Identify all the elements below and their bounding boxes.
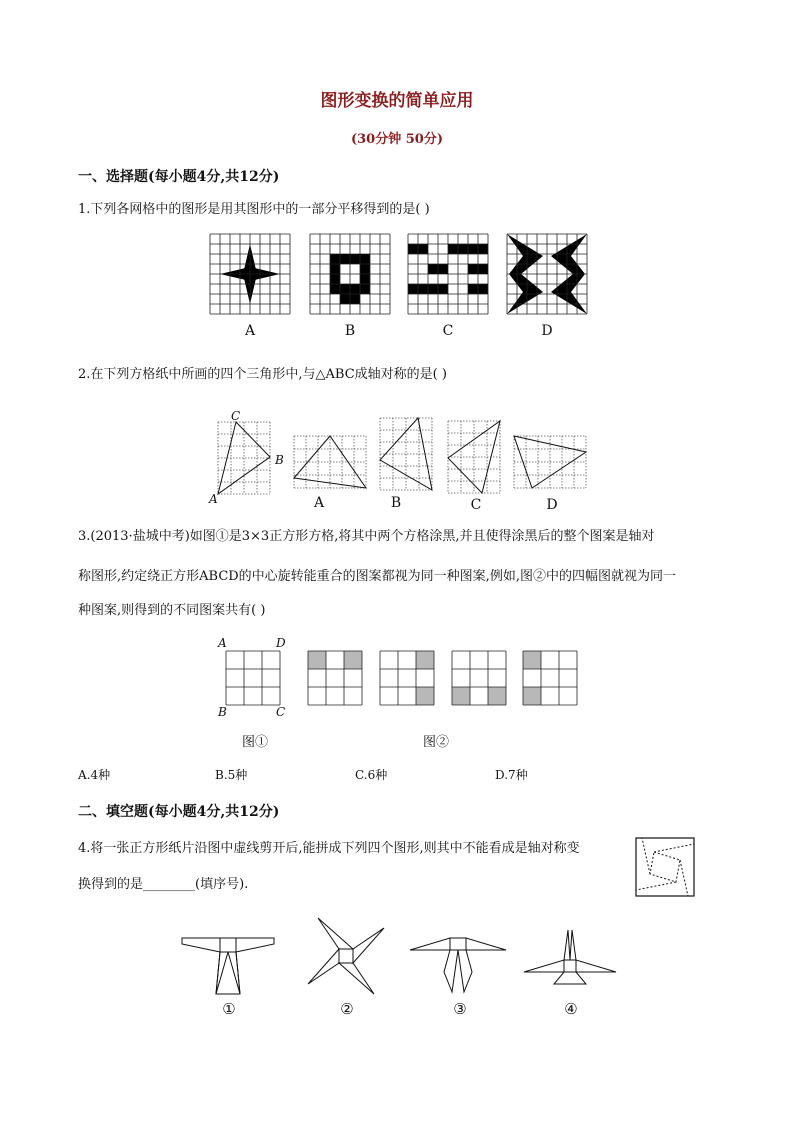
question-3-line-2: 称图形,约定绕正方形ABCD的中心旋转能重合的图案都视为同一种图案,例如,图②中的四幅图就视为同一	[78, 569, 676, 584]
q3-option-a: A.4种	[78, 768, 111, 782]
piece	[339, 963, 374, 994]
q2-label-a: A	[313, 495, 325, 511]
paper-square	[636, 838, 694, 896]
q2-label-b: B	[390, 495, 402, 511]
piece	[353, 928, 384, 963]
section-heading-fill: 二、填空题(每小题4分,共12分)	[78, 804, 280, 820]
vertex-a-label: A	[209, 492, 218, 506]
piece	[216, 952, 240, 994]
piece	[458, 950, 472, 992]
q1-label-b: B	[344, 323, 356, 339]
piece	[524, 960, 564, 972]
page-title: 图形变换的简单应用	[320, 91, 474, 111]
q4-label-4: ④	[564, 1000, 578, 1018]
piece	[339, 949, 353, 963]
corner-b-label: B	[218, 705, 227, 719]
question-4-line-1: 4.将一张正方形纸片沿图中虚线剪开后,能拼成下列四个图形,则其中不能看成是轴对称变	[78, 841, 580, 856]
corner-d-label: D	[276, 636, 286, 650]
vertex-c-label: C	[231, 409, 241, 423]
q4-label-2: ②	[340, 1000, 354, 1018]
q3-option-c: C.6种	[355, 768, 388, 782]
piece	[576, 960, 616, 972]
figure-1-caption: 图①	[242, 735, 269, 750]
corner-c-label: C	[276, 705, 286, 719]
cut-line	[642, 838, 650, 874]
piece	[182, 938, 220, 952]
cut-line	[680, 860, 688, 896]
piece	[318, 918, 353, 949]
piece	[410, 938, 450, 950]
q4-label-3: ③	[453, 1000, 467, 1018]
q3-option-d: D.7种	[495, 768, 528, 782]
q3-option-b: B.5种	[215, 768, 248, 782]
question-3-line-1: 3.(2013·盐城中考)如图①是3×3正方形方格,将其中两个方格涂黑,并且使得涂黑后的整个图案是轴对	[78, 529, 655, 544]
dashed-inner-square	[650, 852, 680, 882]
q1-label-d: D	[541, 323, 553, 339]
piece	[466, 938, 506, 950]
question-3-line-3: 种图案,则得到的不同图案共有( )	[78, 603, 266, 618]
piece	[554, 972, 586, 984]
question-2-text: 2.在下列方格纸中所画的四个三角形中,与△ABC成轴对称的是( )	[78, 367, 447, 382]
piece	[444, 950, 458, 992]
piece	[570, 930, 576, 960]
q4-label-1: ①	[222, 1000, 236, 1018]
cut-line	[654, 844, 694, 852]
question-4-line-2: 换得到的是________(填序号).	[78, 877, 249, 892]
q1-label-a: A	[244, 323, 256, 339]
vertex-b-label: B	[275, 453, 284, 467]
corner-a-label: A	[218, 636, 227, 650]
question-1-text: 1.下列各网格中的图形是用其图形中的一部分平移得到的是( )	[78, 202, 430, 217]
piece	[236, 938, 274, 952]
q2-label-c: C	[470, 497, 482, 513]
q1-label-c: C	[442, 323, 454, 339]
figure-2-caption: 图②	[423, 735, 450, 750]
piece	[308, 949, 339, 984]
section-heading-choice: 一、选择题(每小题4分,共12分)	[78, 169, 280, 185]
q2-label-d: D	[546, 497, 558, 513]
page-subtitle: (30分钟 50分)	[350, 132, 443, 147]
piece	[450, 938, 466, 950]
piece	[220, 938, 236, 952]
cut-line	[636, 882, 676, 890]
piece	[564, 930, 570, 960]
piece	[564, 960, 576, 972]
